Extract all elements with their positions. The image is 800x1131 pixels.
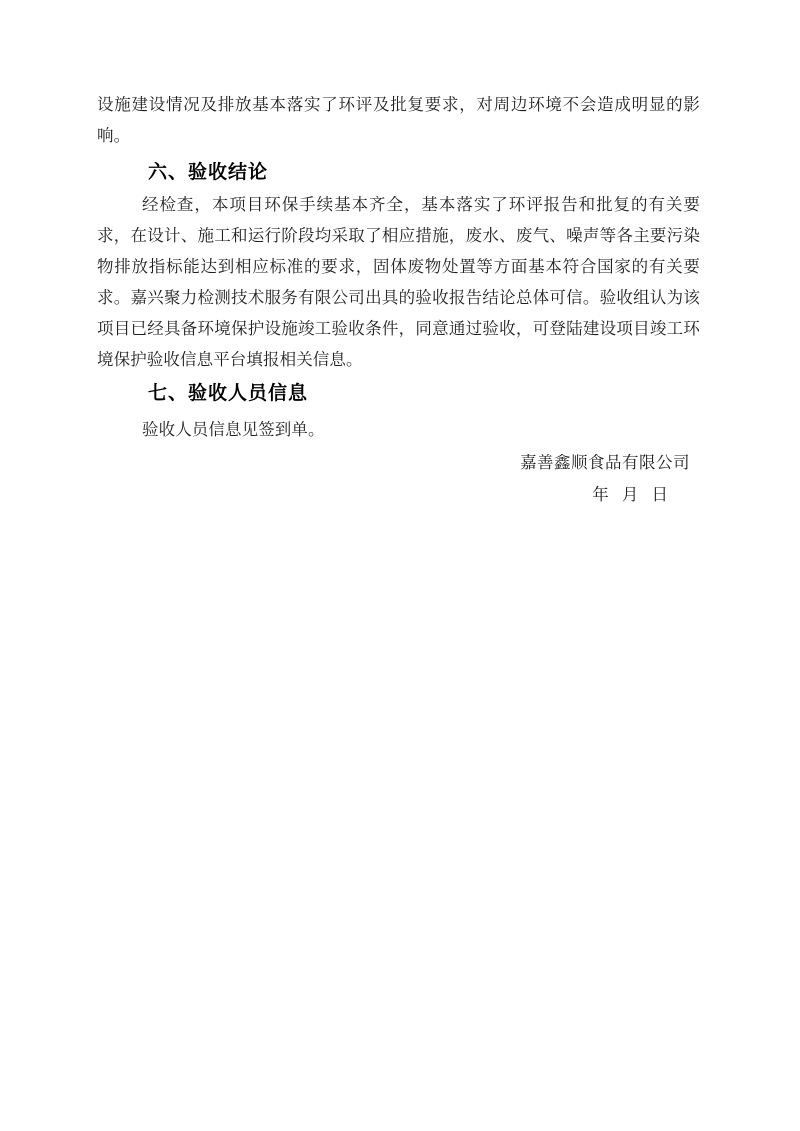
section-6-paragraph: 经检查，本项目环保手续基本齐全，基本落实了环评报告和批复的有关要求，在设计、施工和运行阶段均采取了相应措施，废水、废气、噪声等各主要污染物排放指标能达到相应标准的要求，固体废物处置等方面基本符合国家的有关要求。嘉兴聚力检测技术服务有限公司出具的验收报告结论总体可信。验收组认为该项目已经具备环境保护设施竣工验收条件，同意通过验收，可登陆建设项目竣工环境保护验收信息平台填报相关信息。 xyxy=(97,195,700,369)
continuation-paragraph: 设施建设情况及排放基本落实了环评及批复要求，对周边环境不会造成明显的影响。 xyxy=(97,95,700,145)
signature-block xyxy=(97,447,700,510)
section-6-heading: 六、验收结论 xyxy=(148,162,269,183)
section-7-heading: 七、验收人员信息 xyxy=(148,383,309,404)
signature-company-name: 嘉善鑫顺食品有限公司 xyxy=(520,453,690,472)
signature-date-line: 年 月 日 xyxy=(592,485,668,504)
section-7-paragraph: 验收人员信息见签到单。 xyxy=(142,420,325,439)
